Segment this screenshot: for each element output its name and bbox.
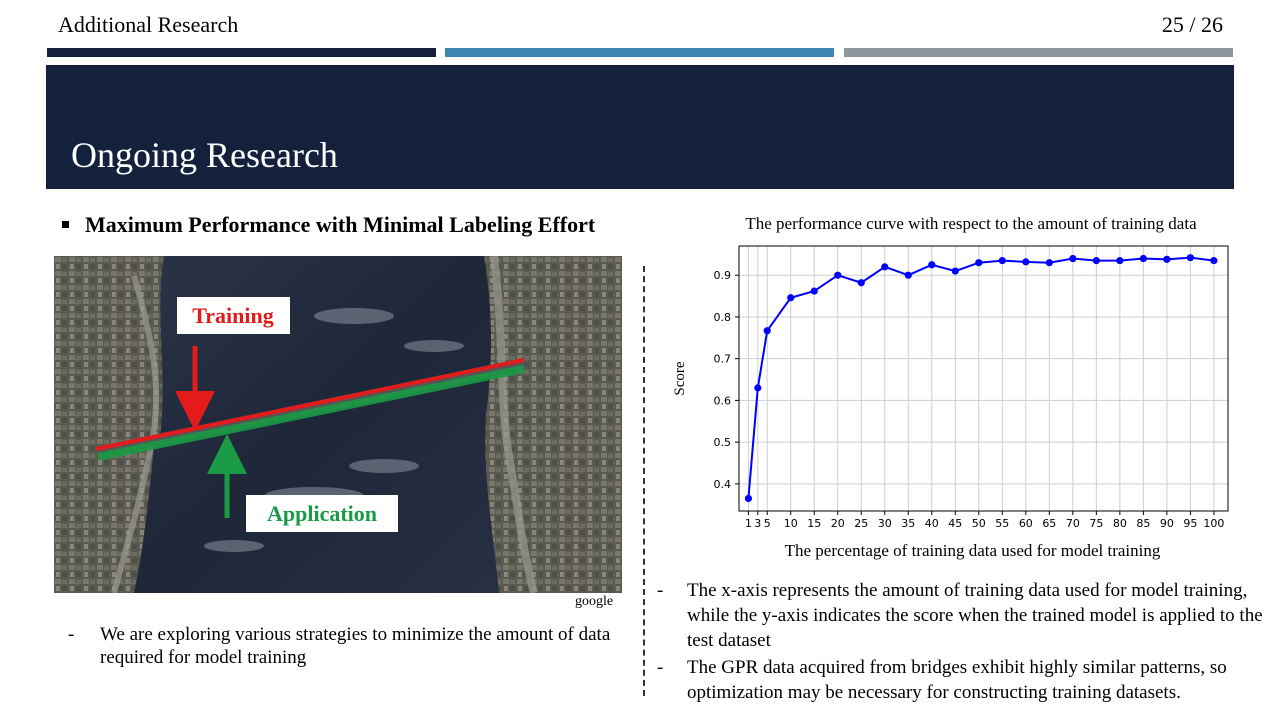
header-band-gray [844,48,1233,57]
right-note-2 [657,655,1277,705]
score-point [928,261,935,268]
score-point [1093,257,1100,264]
x-tick-label: 55 [995,517,1010,530]
dash-marker: - [68,624,75,645]
chart-y-axis-label: Score [672,361,688,396]
y-tick-label: 0.9 [713,269,731,283]
bullet-heading [60,212,595,238]
x-tick-label: 5 [763,517,771,530]
x-tick-label: 30 [877,517,892,530]
chart-title: The performance curve with respect to the amount of training data [745,214,1197,233]
column-divider [643,266,645,696]
training-label: Training [192,303,274,328]
square-bullet-icon [62,221,69,228]
application-label: Application [266,501,378,526]
score-point [1140,255,1147,262]
x-tick-label: 40 [924,517,939,530]
plot-frame [739,246,1228,511]
score-point [745,495,752,502]
x-tick-label: 100 [1203,517,1225,530]
dash-marker: - [657,580,664,601]
photo-credit: google [575,594,614,609]
y-tick-label: 0.5 [713,436,731,450]
score-point [1022,258,1029,265]
performance-chart [660,236,1240,541]
x-tick-label: 85 [1136,517,1151,530]
score-point [754,384,761,391]
header-band-dark [47,48,436,57]
x-tick-label: 80 [1112,517,1127,530]
right-note-1 [657,578,1277,653]
x-tick-label: 95 [1183,517,1198,530]
score-point [975,259,982,266]
left-note [68,623,628,669]
score-point [1187,254,1194,261]
score-point [1163,256,1170,263]
score-point [1069,255,1076,262]
dash-marker: - [657,657,664,678]
score-point [881,263,888,270]
score-point [764,327,771,334]
section-title: Additional Research [58,12,239,37]
page-number: 25 / 26 [1161,12,1223,37]
score-line [748,258,1213,499]
y-tick-label: 0.8 [713,310,731,324]
x-tick-label: 65 [1042,517,1057,530]
x-tick-label: 20 [830,517,845,530]
y-tick-label: 0.6 [713,394,731,408]
score-point [787,294,794,301]
x-tick-label: 3 [754,517,762,530]
x-tick-label: 60 [1018,517,1033,530]
score-point [834,272,841,279]
x-tick-label: 15 [807,517,822,530]
y-tick-label: 0.4 [713,477,731,491]
score-point [1046,259,1053,266]
score-point [811,287,818,294]
right-note-text: The GPR data acquired from bridges exhibit highly similar patterns, so optimization may be necessary for constructing training datasets. [687,657,1227,703]
x-tick-label: 10 [783,517,798,530]
x-tick-label: 1 [744,517,752,530]
x-tick-label: 75 [1089,517,1104,530]
chart-x-axis-label: The percentage of training data used for model training [784,541,1161,560]
x-tick-label: 70 [1065,517,1080,530]
right-note-text: The x-axis represents the amount of training data used for model training, while the y-axis indicates the score when the trained model is applied to the test dataset [687,580,1263,651]
satellite-photo [54,256,622,593]
score-point [1116,257,1123,264]
x-tick-label: 25 [854,517,869,530]
y-tick-label: 0.7 [713,352,731,366]
header-band-blue [445,48,834,57]
x-tick-label: 50 [971,517,986,530]
x-tick-label: 35 [901,517,916,530]
score-point [905,272,912,279]
score-point [952,267,959,274]
score-point [999,257,1006,264]
x-tick-label: 90 [1159,517,1174,530]
score-point [858,279,865,286]
left-note-text: We are exploring various strategies to minimize the amount of data required for model training [100,624,611,668]
score-point [1210,257,1217,264]
bullet-heading-text: Maximum Performance with Minimal Labeling Effort [85,212,596,237]
slide-title: Ongoing Research [71,135,338,175]
x-tick-label: 45 [948,517,963,530]
